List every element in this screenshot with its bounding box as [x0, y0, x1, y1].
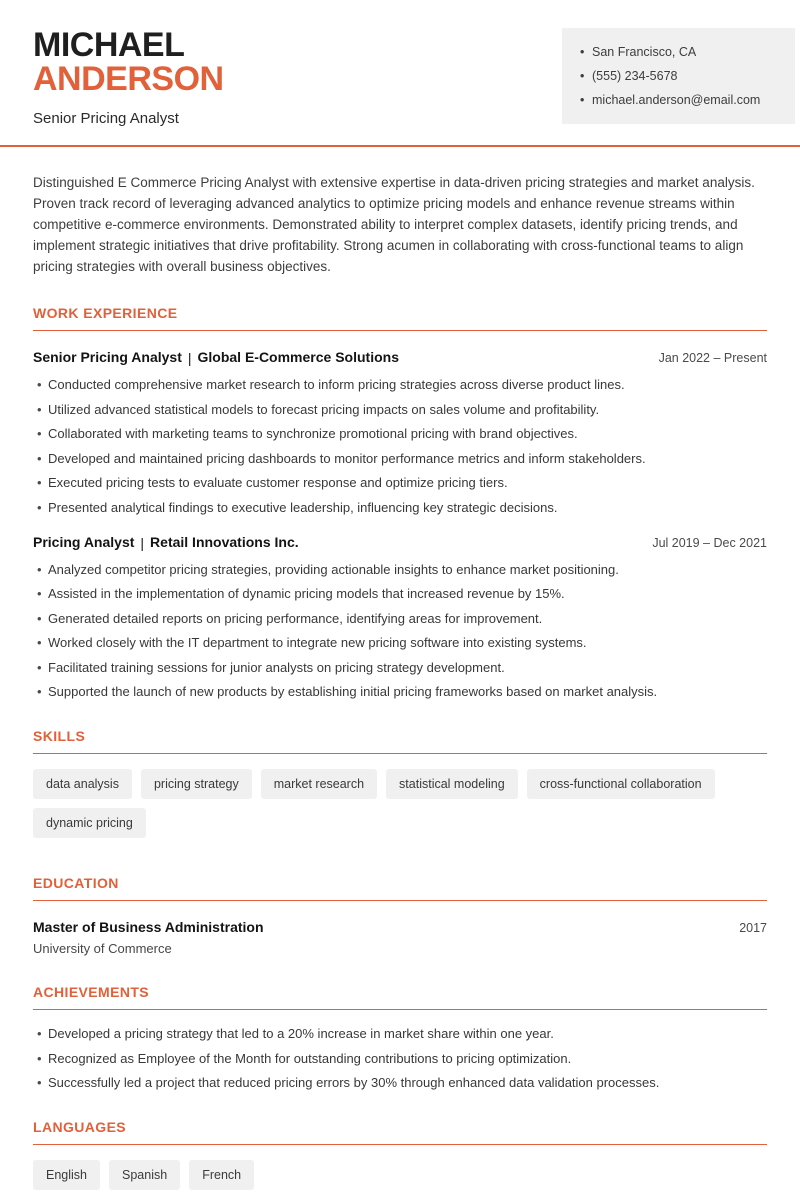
skill-tag: market research [261, 769, 377, 799]
degree-title: Master of Business Administration [33, 919, 264, 935]
job-title [33, 349, 399, 365]
job-title [33, 534, 299, 550]
job-headline: Senior Pricing Analyst [33, 110, 179, 127]
languages-heading: LANGUAGES [33, 1119, 767, 1145]
job-dates: Jan 2022 – Present [658, 351, 767, 365]
job-dates: Jul 2019 – Dec 2021 [652, 535, 767, 550]
job-position: Pricing Analyst [33, 533, 135, 550]
job-bullet: • Conducted comprehensive market research to inform pricing strategies across diverse product lines. [33, 377, 767, 393]
education-header [33, 919, 767, 935]
first-name: MICHAEL [33, 26, 185, 64]
job-header [33, 349, 767, 365]
job-entry [33, 349, 767, 516]
resume-body [0, 172, 800, 1199]
job-bullet-list [33, 377, 767, 516]
work-experience-heading: WORK EXPERIENCE [33, 305, 767, 331]
skill-tag: dynamic pricing [33, 808, 146, 838]
job-bullet: • Executed pricing tests to evaluate customer response and optimize pricing tiers. [33, 475, 767, 491]
education-heading: EDUCATION [33, 875, 767, 901]
job-bullet: • Facilitated training sessions for junior analysts on pricing strategy development. [33, 660, 767, 676]
languages-list [33, 1160, 767, 1199]
achievement-bullet: • Recognized as Employee of the Month for outstanding contributions to pricing optimization. [33, 1051, 767, 1067]
skill-tag: cross-functional collaboration [527, 769, 715, 799]
skills-heading: SKILLS [33, 728, 767, 754]
job-header [33, 534, 767, 550]
contact-email: • michael.anderson@email.com [580, 88, 779, 112]
section-work-experience [33, 305, 767, 700]
job-bullet: • Presented analytical findings to executive leadership, influencing key strategic decisions. [33, 500, 767, 516]
job-bullet: • Generated detailed reports on pricing performance, identifying areas for improvement. [33, 611, 767, 627]
title-separator: | [187, 350, 192, 366]
language-tag: English [33, 1160, 100, 1190]
achievements-heading: ACHIEVEMENTS [33, 984, 767, 1010]
job-bullet: • Assisted in the implementation of dynamic pricing models that increased revenue by 15%. [33, 586, 767, 602]
last-name: ANDERSON [33, 60, 224, 98]
job-bullet: • Collaborated with marketing teams to synchronize promotional pricing with brand objectives. [33, 426, 767, 442]
section-education [33, 875, 767, 956]
language-tag: French [189, 1160, 254, 1190]
contact-phone: • (555) 234-5678 [580, 64, 779, 88]
achievement-bullet: • Developed a pricing strategy that led to a 20% increase in market share within one year. [33, 1026, 767, 1042]
job-entry [33, 534, 767, 701]
education-entry [33, 919, 767, 956]
job-bullet: • Supported the launch of new products by establishing initial pricing frameworks based on market analysis. [33, 684, 767, 700]
section-languages [33, 1119, 767, 1199]
achievement-bullet: • Successfully led a project that reduced pricing errors by 30% through enhanced data validation processes. [33, 1075, 767, 1091]
job-company: Retail Innovations Inc. [150, 533, 299, 550]
school-name: University of Commerce [33, 941, 172, 956]
name-block [33, 26, 224, 127]
summary-paragraph: Distinguished E Commerce Pricing Analyst with extensive expertise in data-driven pricing strategies and market analysis. Proven track record of leveraging advanced analytics to optimize pricing models and enhance revenue streams within competitive e-commerce environments. Demonstrated ability to interpret complex datasets, identify pricing trends, and implement strategic initiatives that drive profitability. Strong acumen in collaborating with cross-functional teams to align pricing strategies with overall business objectives. [33, 175, 755, 274]
section-skills [33, 728, 767, 847]
skill-tag: data analysis [33, 769, 132, 799]
section-achievements [33, 984, 767, 1091]
education-year: 2017 [739, 921, 767, 935]
job-bullet: • Analyzed competitor pricing strategies, providing actionable insights to enhance market positioning. [33, 562, 767, 578]
skills-list [33, 769, 767, 847]
title-separator: | [140, 534, 145, 551]
achievement-list [33, 1026, 767, 1091]
job-bullet-list [33, 562, 767, 701]
skill-tag: pricing strategy [141, 769, 252, 799]
contact-list [580, 40, 779, 112]
job-bullet: • Developed and maintained pricing dashboards to monitor performance metrics and inform stakeholders. [33, 451, 767, 467]
resume-header [0, 0, 800, 147]
contact-location: • San Francisco, CA [580, 40, 779, 64]
candidate-name [33, 28, 224, 96]
skill-tag: statistical modeling [386, 769, 518, 799]
job-company: Global E-Commerce Solutions [197, 349, 399, 365]
job-bullet: • Worked closely with the IT department to integrate new pricing software into existing systems. [33, 635, 767, 651]
contact-box [562, 28, 795, 124]
job-bullet: • Utilized advanced statistical models to forecast pricing impacts on sales volume and profitability. [33, 402, 767, 418]
job-position: Senior Pricing Analyst [33, 349, 182, 365]
language-tag: Spanish [109, 1160, 180, 1190]
